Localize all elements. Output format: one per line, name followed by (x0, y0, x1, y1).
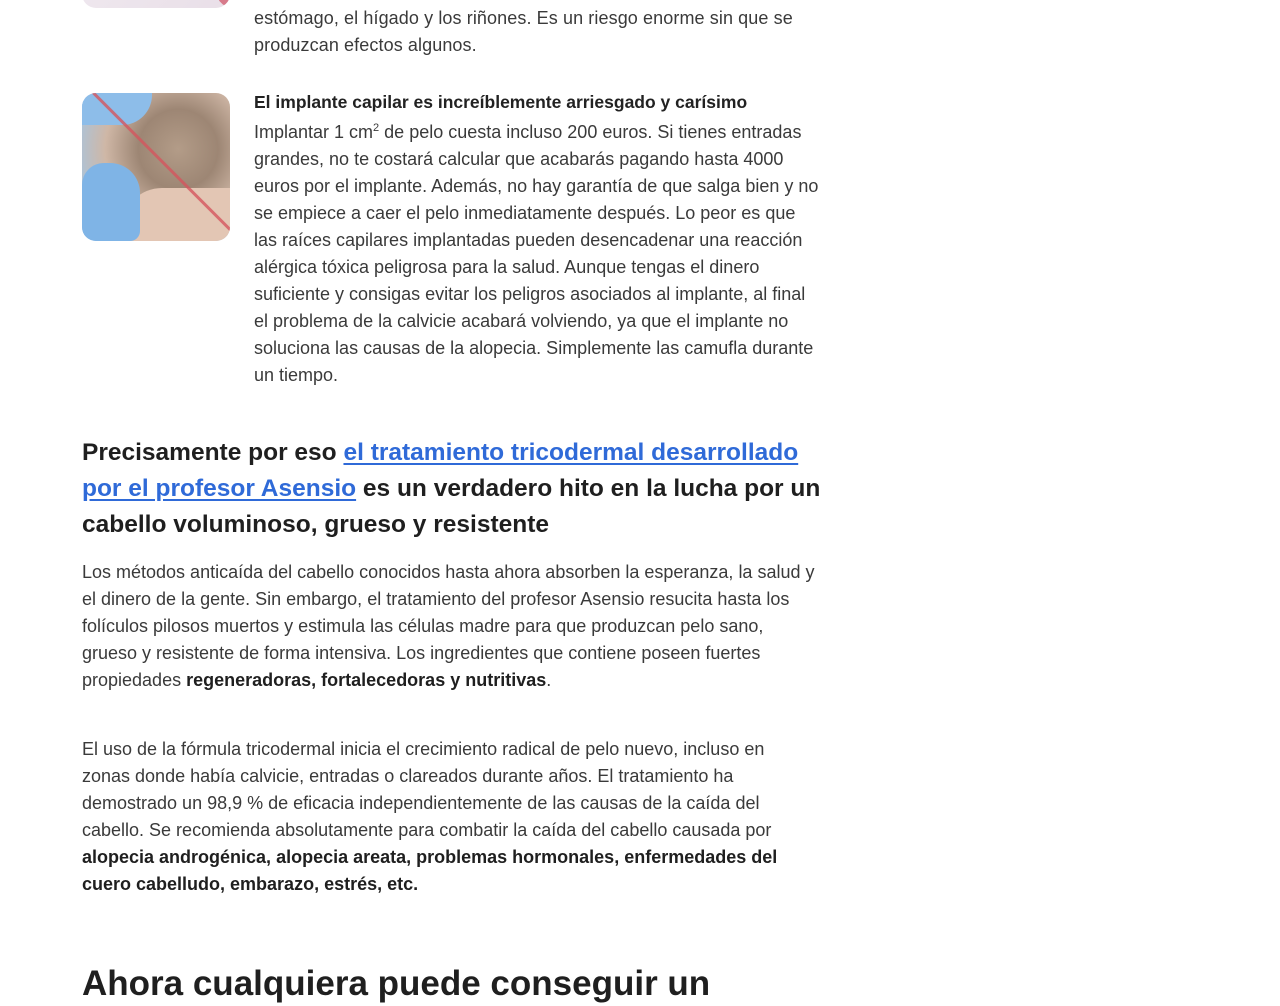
text-segment: . (546, 670, 552, 690)
article-content (82, 0, 821, 1003)
hair-implant-image (82, 93, 230, 241)
text-segment: Implantar 1 cm (254, 122, 374, 142)
superscript: 2 (373, 122, 380, 134)
paragraph-1 (82, 559, 817, 694)
implant-item-text (254, 119, 819, 389)
heading-text: es un verdadero hito en la lucha por un cabello voluminoso, grueso y resistente (82, 475, 821, 538)
tricodermal-treatment-link[interactable]: el tratamiento tricodermal desarrollado por el profesor Asensio (82, 439, 799, 502)
section-heading (82, 435, 822, 543)
previous-item-image (82, 0, 230, 8)
glove-shape (82, 93, 152, 125)
text-segment: El uso de la fórmula tricodermal inicia el crecimiento radical de pelo nuevo, incluso en zonas donde había calvicie, entradas o clareados durante años. El tratamiento ha demostrado un 98,9 % de eficacia independientemente de las causas de la caída del cabello. Se recomienda absolutamente para combatir la caída del cabello causada por (82, 739, 772, 840)
bold-text: regeneradoras, fortalecedoras y nutritivas (186, 670, 547, 690)
heading-text: Precisamente por eso (82, 439, 344, 466)
paragraph-2 (82, 736, 817, 898)
text-segment: de pelo cuesta incluso 200 euros. Si tienes entradas grandes, no te costará calcular que acabarás pagando hasta 4000 euros por el implante. Además, no hay garantía de que salga bien y no se empiece a caer el pelo inmediatamente después. Lo peor es que las raíces capilares implantadas pueden desencadenar una reacción alérgica tóxica peligrosa para la salud. Aunque tengas el dinero suficiente y consigas evitar los peligros asociados al implante, al final el problema de la calvicie acabará volviendo, ya que el implante no soluciona las causas de la alopecia. Simplemente las camufla durante un tiempo. (254, 122, 819, 385)
implant-item-title: El implante capilar es increíblemente arriesgado y carísimo (254, 92, 748, 112)
previous-item (82, 0, 817, 60)
previous-item-text: estómago, el hígado y los riñones. Es un riesgo enorme sin que se produzcan efectos algunos. (254, 8, 793, 55)
glove-shape (82, 163, 140, 241)
next-section-heading: Ahora cualquiera puede conseguir un (82, 964, 711, 1003)
bold-text: alopecia androgénica, alopecia areata, problemas hormonales, enfermedades del cuero cabelludo, embarazo, estrés, etc. (82, 847, 778, 894)
text-segment: Los métodos anticaída del cabello conocidos hasta ahora absorben la esperanza, la salud y el dinero de la gente. Sin embargo, el tratamiento del profesor Asensio resucita hasta los folículos pilosos muertos y estimula las células madre para que produzcan pelo sano, grueso y resistente de forma intensiva. Los ingredientes que contiene poseen fuertes propiedades (82, 562, 815, 690)
